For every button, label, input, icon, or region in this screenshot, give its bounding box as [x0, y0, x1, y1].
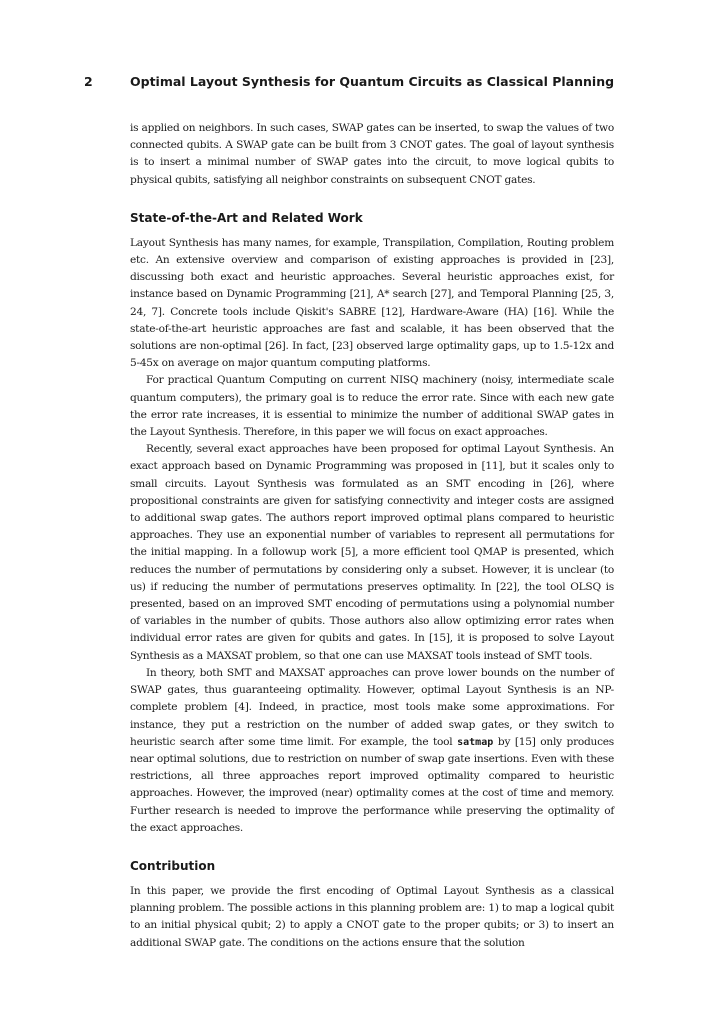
- page-number: 2: [84, 74, 93, 89]
- page-body: [130, 120, 614, 952]
- paragraph: [130, 665, 614, 837]
- paragraph: In this paper, we provide the first encoding of Optimal Layout Synthesis as a classical planning problem. The possible actions in this planning problem are: 1) to map a logical qubit to an initial physical qubit; 2) to apply a CNOT gate to the proper qubits; or 3) to insert an additional SWAP gate. The conditions on the actions ensure that the solution: [130, 884, 614, 949]
- section-heading-contribution: Contribution: [130, 858, 216, 873]
- running-title: Optimal Layout Synthesis for Quantum Circuits as Classical Planning: [130, 74, 615, 89]
- paragraph: Layout Synthesis has many names, for example, Transpilation, Compilation, Routing problem etc. An extensive overview and comparison of existing approaches is provided in [23], discussing both exact and heuristic approaches. Several heuristic approaches exist, for instance based on Dynamic Programming [21], A* search [27], and Temporal Planning [25, 3, 24, 7]. Concrete tools include Qiskit's SABRE [12], Hardware-Aware (HA) [16]. While the state-of-the-art heuristic approaches are fast and scalable, it has been observed that the solutions are non-optimal [26]. In fact, [23] observed large optimality gaps, up to 1.5-12x and 5-45x on average on major quantum computing platforms.: [130, 236, 614, 370]
- intro-paragraph: is applied on neighbors. In such cases, SWAP gates can be inserted, to swap the values of two connected qubits. A SWAP gate can be built from 3 CNOT gates. The goal of layout synthesis is to insert a minimal number of SWAP gates into the circuit, to move logical qubits to physical qubits, satisfying all neighbor constraints on subsequent CNOT gates.: [130, 122, 614, 186]
- section-heading-state-of-the-art: State-of-the-Art and Related Work: [130, 210, 363, 225]
- running-header: [84, 74, 644, 89]
- paragraph: For practical Quantum Computing on current NISQ machinery (noisy, intermediate scale quantum computers), the primary goal is to reduce the error rate. Since with each new gate the error rate increases, it is essential to minimize the number of additional SWAP gates in the Layout Synthesis. Therefore, in this paper we will focus on exact approaches.: [130, 374, 614, 439]
- paragraph: Recently, several exact approaches have been proposed for optimal Layout Synthesis. An exact approach based on Dynamic Programming was proposed in [11], but it scales only to small circuits. Layout Synthesis was formulated as an SMT encoding in [26], where propositional constraints are given for satisfying connectivity and integer costs are assigned to additional swap gates. The authors report improved optimal plans compared to heuristic approaches. They use an exponential number of variables to represent all permutations for the initial mapping. In a followup work [5], a more efficient tool QMAP is presented, which reduces the number of permutations by considering only a subset. However, it is unclear (to us) if reducing the number of permutations preserves optimality. In [22], the tool OLSQ is presented, based on an improved SMT encoding of permutations using a polynomial number of variables in the number of qubits. Those authors also allow optimizing error rates when individual error rates are given for qubits and gates. In [15], it is proposed to solve Layout Synthesis as a MAXSAT problem, so that one can use MAXSAT tools instead of SMT tools.: [130, 443, 614, 662]
- paragraph-text: by [15] only produces near optimal solutions, due to restriction on number of swap gate insertions. Even with these restrictions, all three approaches report improved optimality compared to heuristic approaches. However, the improved (near) optimality comes at the cost of time and memory. Further research is needed to improve the performance while preserving the optimality of the exact approaches.: [130, 735, 614, 834]
- tool-name: satmap: [457, 736, 494, 748]
- paragraph-text: In theory, both SMT and MAXSAT approaches can prove lower bounds on the number of SWAP gates, thus guaranteeing optimality. However, optimal Layout Synthesis is an NP-complete problem [4]. Indeed, in practice, most tools make some approximations. For instance, they put a restriction on the number of added swap gates, or they switch to heuristic search after some time limit. For example, the tool: [130, 666, 614, 748]
